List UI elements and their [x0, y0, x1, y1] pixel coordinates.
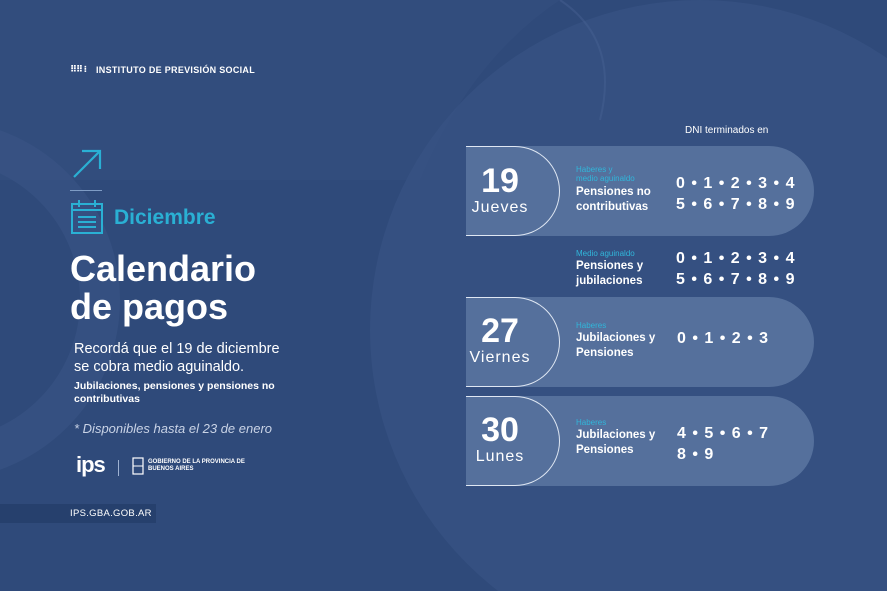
beneficiary-name-line-1: Jubilaciones y [576, 429, 656, 441]
beneficiary-name-line-2: Pensiones [576, 347, 634, 359]
beneficiary-name-line-1: Jubilaciones y [576, 332, 656, 344]
dni-digits [677, 423, 769, 465]
institute-header [70, 64, 255, 75]
beneficiary-name-line-2: Pensiones [576, 444, 634, 456]
dni-digits-line-2: 5 • 6 • 7 • 8 • 9 [676, 271, 796, 288]
title-line-1: Calendario [70, 248, 257, 289]
category-label [576, 165, 635, 183]
dni-digits-line-1: 0 • 1 • 2 • 3 • 4 [676, 175, 796, 192]
day-name: Jueves [471, 199, 529, 216]
beneficiary-name [576, 428, 655, 458]
beneficiary-name-line-1: Pensiones no [576, 186, 651, 198]
beneficiary-name [576, 185, 651, 215]
institute-name: INSTITUTO DE PREVISIÓN SOCIAL [95, 64, 256, 75]
subtitle-line-1: Recordá que el 19 de diciembre [74, 341, 280, 357]
beneficiary-name-line-2: jubilaciones [576, 275, 643, 287]
dni-digits-line-1: 4 • 5 • 6 • 7 [677, 425, 770, 442]
category-label: Haberes [576, 321, 607, 330]
beneficiary-name [576, 259, 643, 289]
dni-digits [676, 173, 795, 215]
dni-digits-line-2: 5 • 6 • 7 • 8 • 9 [676, 196, 796, 213]
day-name: Lunes [475, 448, 525, 465]
ba-logo-line-2: BUENOS AIRES [148, 466, 194, 472]
beneficiary-name-line-2: contributivas [576, 201, 649, 213]
shield-icon [132, 457, 144, 475]
dni-digits [676, 248, 795, 290]
subtitle-line-2: se cobra medio aguinaldo. [74, 359, 245, 375]
ba-logo-line-1: GOBIERNO DE LA PROVINCIA DE [148, 459, 245, 465]
month-label: Diciembre [114, 206, 216, 229]
beneficiary-name [576, 331, 655, 361]
arrow-up-right-icon [70, 147, 104, 181]
page-title [70, 250, 330, 326]
title-line-2: de pagos [70, 286, 229, 327]
day-number: 30 [481, 411, 519, 449]
dni-digits-line-1: 0 • 1 • 2 • 3 • 4 [676, 250, 796, 267]
category-label-line-1: Haberes y [576, 165, 613, 174]
category-label: Medio aguinaldo [576, 249, 635, 258]
subtitle [74, 340, 334, 376]
website-link[interactable]: IPS.GBA.GOB.AR [70, 508, 152, 519]
day-number: 27 [481, 312, 519, 350]
buenos-aires-logo [132, 457, 245, 475]
beneficiary-name-line-1: Pensiones y [576, 260, 644, 272]
dni-digits: 0 • 1 • 2 • 3 [677, 330, 770, 347]
category-label-line-2: medio aguinaldo [576, 174, 635, 183]
ips-logo: ips [76, 452, 105, 477]
day-name: Viernes [469, 349, 531, 366]
beneficiaries-note: Jubilaciones, pensiones y pensiones no contributivas [74, 380, 275, 405]
logo-separator [118, 460, 119, 476]
category-label: Haberes [576, 418, 607, 427]
day-number: 19 [481, 162, 519, 200]
brand-dots-icon: ⠿⠿ ⁝ [70, 64, 86, 74]
divider [70, 190, 102, 191]
availability-note: * Disponibles hasta el 23 de enero [74, 421, 273, 436]
calendar-icon [70, 199, 104, 235]
dni-header: DNI terminados en [685, 125, 769, 136]
dni-digits-line-2: 8 • 9 [677, 446, 715, 463]
